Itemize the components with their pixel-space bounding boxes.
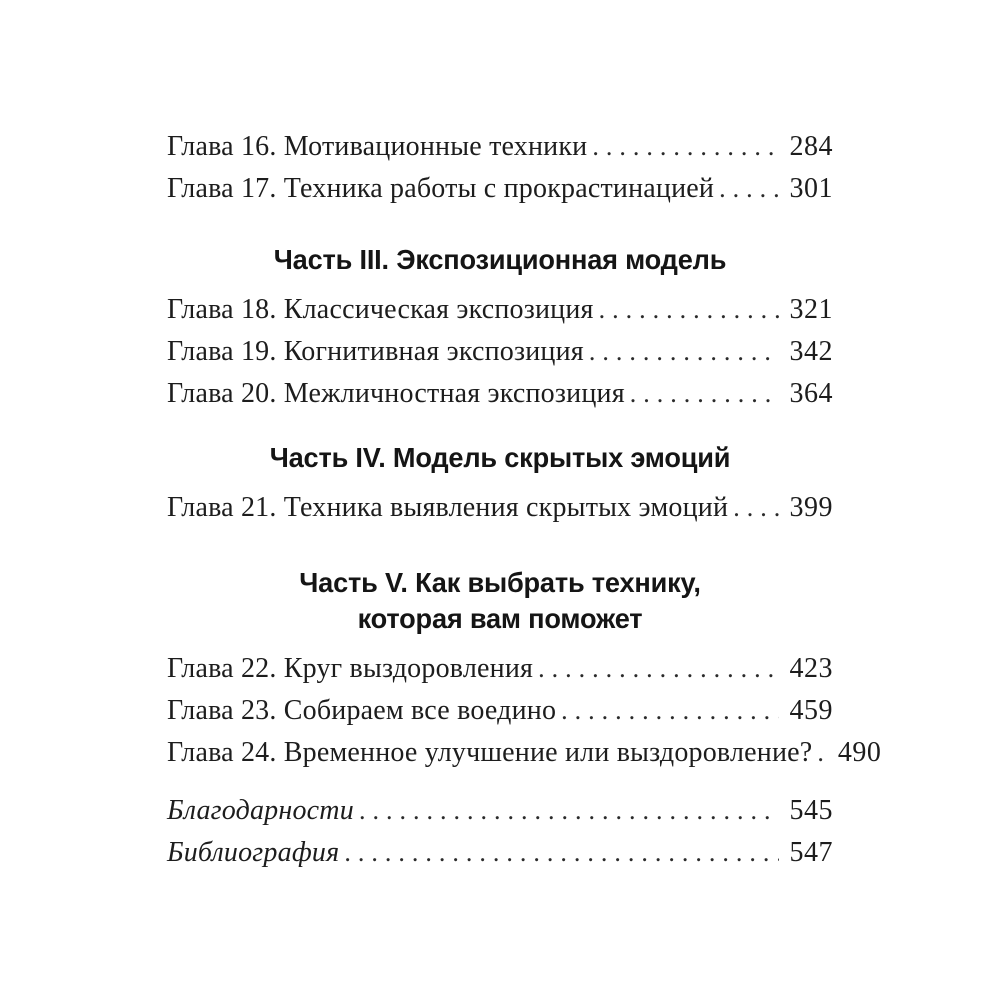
entry-page-number: 321 <box>789 294 833 325</box>
part-heading <box>167 565 833 637</box>
dot-leader <box>359 790 779 832</box>
toc-entry <box>167 331 833 373</box>
dot-leader <box>538 648 779 690</box>
entry-page-number: 423 <box>789 653 833 684</box>
entry-page-number: 490 <box>837 737 882 768</box>
toc-entry <box>167 168 833 210</box>
part-heading-line: Часть III. Экспозиционная модель <box>273 244 727 275</box>
dot-leader <box>599 289 779 331</box>
dot-leader <box>561 690 779 732</box>
part-heading-line: Часть IV. Модель скрытых эмоций <box>269 442 731 473</box>
part-heading <box>167 242 833 278</box>
toc-entry <box>167 487 833 529</box>
entry-title: Благодарности <box>167 795 354 826</box>
entry-title: Глава 21. Техника выявления скрытых эмоций <box>167 492 729 523</box>
entry-title: Глава 18. Классическая экспозиция <box>167 294 594 325</box>
entry-title: Библиография <box>167 837 340 868</box>
toc-entry <box>167 648 833 690</box>
toc-section <box>167 440 833 529</box>
entry-title: Глава 22. Круг выздоровления <box>167 653 534 684</box>
toc-entry <box>167 373 833 415</box>
entry-title: Глава 23. Собираем все воедино <box>167 695 557 726</box>
dot-leader <box>719 168 779 210</box>
entry-page-number: 342 <box>789 336 833 367</box>
toc-entry <box>167 732 882 774</box>
toc-section <box>167 565 882 774</box>
toc-entry <box>167 832 833 874</box>
part-heading-line: Часть V. Как выбрать технику, <box>299 567 701 598</box>
entry-page-number: 364 <box>789 378 833 409</box>
table-of-contents <box>167 126 882 874</box>
toc-section <box>167 242 833 415</box>
entry-title: Глава 19. Когнитивная экспозиция <box>167 336 584 367</box>
toc-section <box>167 790 833 874</box>
dot-leader <box>344 832 779 874</box>
dot-leader <box>592 126 779 168</box>
entry-title: Глава 24. Временное улучшение или выздоровление? <box>167 737 813 768</box>
entry-page-number: 547 <box>789 837 833 868</box>
dot-leader <box>589 331 779 373</box>
entry-page-number: 459 <box>789 695 833 726</box>
toc-entry <box>167 690 833 732</box>
entry-page-number: 399 <box>789 492 833 523</box>
dot-leader <box>630 373 779 415</box>
toc-section <box>167 126 833 210</box>
entry-title: Глава 17. Техника работы с прокрастинацией <box>167 173 715 204</box>
entry-title: Глава 16. Мотивационные техники <box>167 131 588 162</box>
part-heading <box>167 440 833 476</box>
part-heading-line: которая вам поможет <box>357 603 643 634</box>
dot-leader <box>733 487 779 529</box>
entry-title: Глава 20. Межличностная экспозиция <box>167 378 625 409</box>
toc-entry <box>167 289 833 331</box>
dot-leader <box>817 732 827 774</box>
entry-page-number: 301 <box>789 173 833 204</box>
toc-entry <box>167 126 833 168</box>
entry-page-number: 284 <box>789 131 833 162</box>
entry-page-number: 545 <box>789 795 833 826</box>
toc-entry <box>167 790 833 832</box>
